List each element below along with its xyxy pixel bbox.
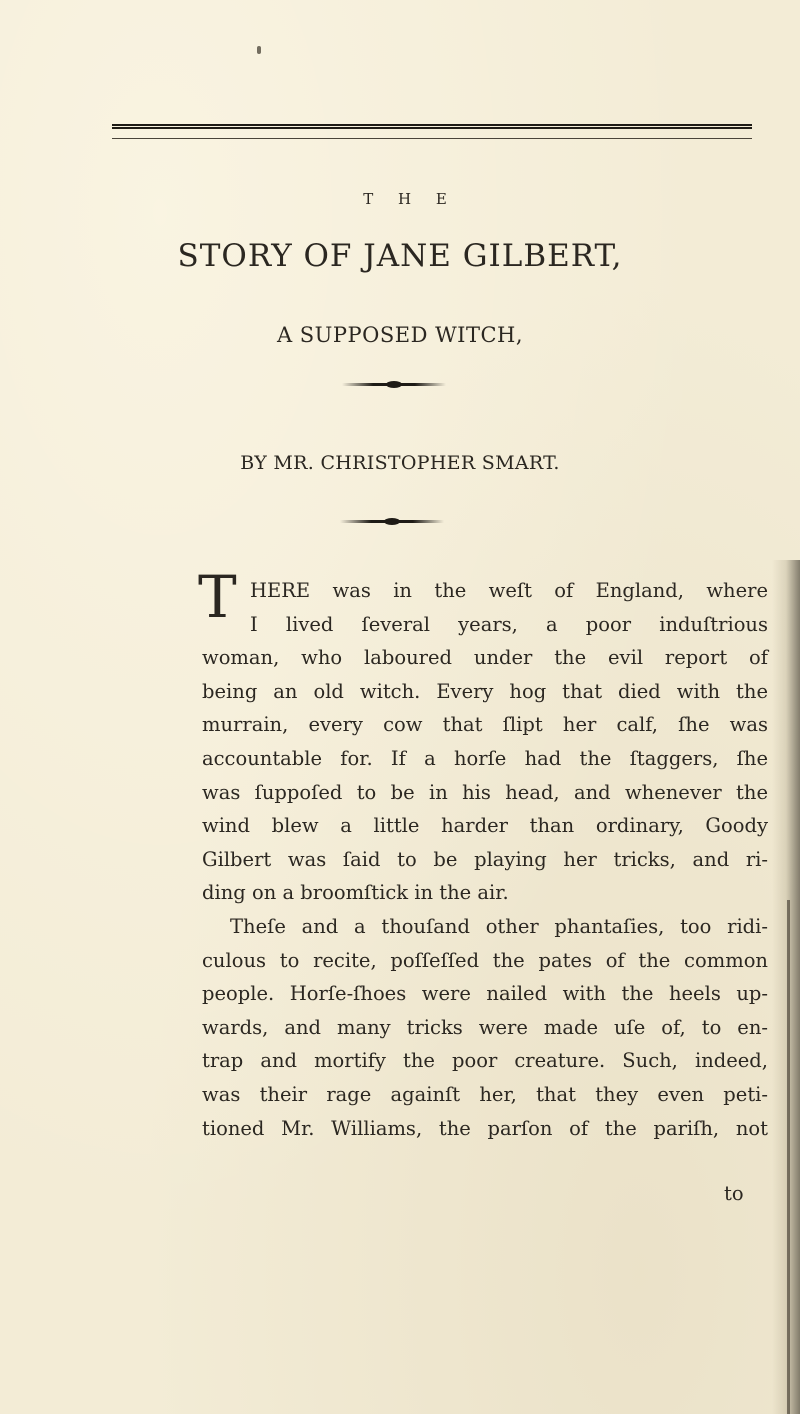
text-line: tioned Mr. Williams, the parſon of the pariſh, not xyxy=(202,1116,768,1140)
text-line: trap and mortify the poor creature. Such, indeed, xyxy=(202,1049,768,1073)
ink-speck xyxy=(257,46,261,54)
text-line: Theſe and a thouſand other phantaſies, too ridi- xyxy=(230,914,768,938)
text-line: wards, and many tricks were made uſe of, to en- xyxy=(202,1015,768,1039)
page-title: STORY OF JANE GILBERT, xyxy=(177,238,623,274)
text-line: woman, who laboured under the evil report of xyxy=(202,646,768,670)
binding-edge xyxy=(787,900,790,1414)
title-article: T H E xyxy=(363,190,457,208)
catchword: to xyxy=(724,1182,744,1205)
text-line: ding on a broomſtick in the air. xyxy=(202,881,509,905)
drop-cap: T xyxy=(198,563,237,631)
text-line: wind blew a little harder than ordinary, Goody xyxy=(202,814,768,838)
text-line: murrain, every cow that ſlipt her calf, ſhe was xyxy=(202,713,768,737)
text-line: HERE was in the weſt of England, where xyxy=(250,579,768,602)
body-text xyxy=(202,574,768,1145)
text-line: was ſuppoſed to be in his head, and whenever the xyxy=(202,780,768,804)
text-line: culous to recite, poſſeſſed the pates of the common xyxy=(202,948,768,972)
ornament-dot xyxy=(386,381,402,388)
header-double-rule xyxy=(112,124,752,129)
page-subtitle: A SUPPOSED WITCH, xyxy=(276,323,524,347)
text-line: Gilbert was ſaid to be playing her tricks, and ri- xyxy=(202,847,768,871)
ornament-rule-top xyxy=(342,383,446,386)
author-byline: BY MR. CHRISTOPHER SMART. xyxy=(240,452,560,474)
ornament-dot xyxy=(384,518,400,525)
ornament-rule-bottom xyxy=(340,520,444,523)
page-edge-shadow xyxy=(772,560,800,1414)
text-line: people. Horſe-ſhoes were nailed with the heels up- xyxy=(202,982,768,1006)
header-thin-rule xyxy=(112,138,752,139)
text-line: being an old witch. Every hog that died with the xyxy=(202,679,768,703)
text-line: accountable for. If a horſe had the ſtaggers, ſhe xyxy=(202,746,768,770)
text-line: was their rage againſt her, that they even peti- xyxy=(202,1082,768,1106)
text-line: I lived ſeveral years, a poor induſtrious xyxy=(250,612,768,636)
